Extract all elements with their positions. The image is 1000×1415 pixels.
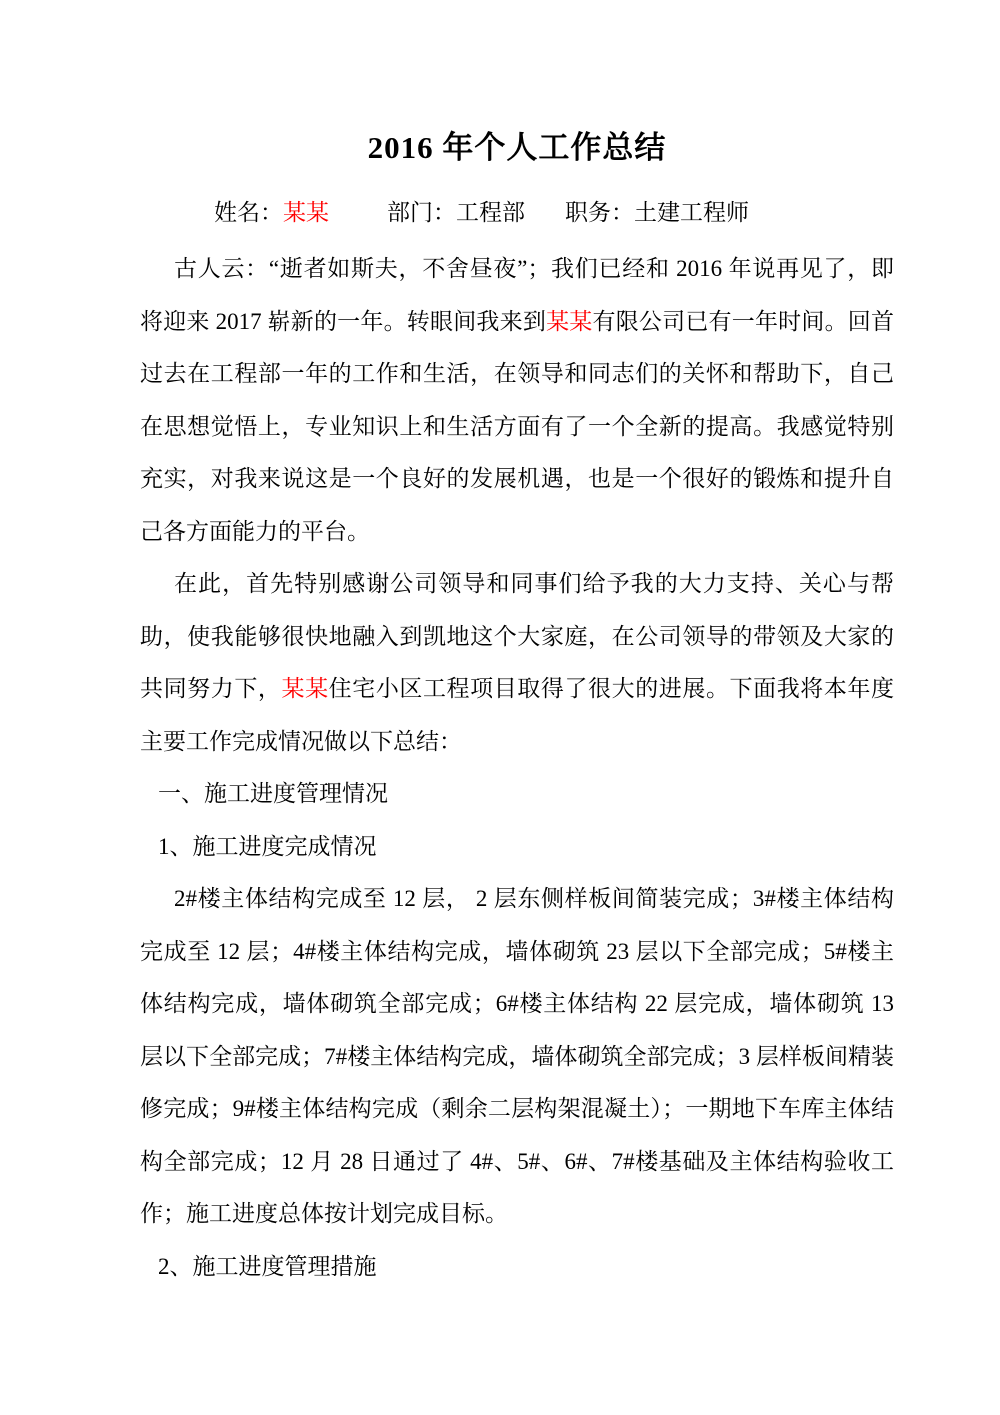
paragraph-progress-details <box>140 873 894 1241</box>
paragraph-thanks <box>140 558 894 768</box>
department-label: 部门： <box>387 200 456 225</box>
body-text: 2#楼主体结构完成至 12 层， 2 层东侧样板间简装完成；3#楼主体结构完成至 12 层；4#楼主体结构完成，墙体砌筑 23 层以下全部完成；5#楼主体结构完成，墙体砌筑全部完成；6#楼主体结构 22 层完成，墙体砌筑 13 层以下全部完成；7#楼主体结构完成，墙体砌筑全部完成；3 层样板间精装修完成；9#楼主体结构完成（剩余二层构架混凝土）；一期地下车库主体结构全部完成；12 月 28 日通过了 4#、5#、6#、7#楼基础及主体结构验收工作；施工进度总体按计划完成目标。 <box>140 886 894 1226</box>
subheading-progress-completion: 1、施工进度完成情况 <box>158 833 377 859</box>
document-body <box>140 243 894 1293</box>
body-text: 有限公司已有一年时间。回首过去在工程部一年的工作和生活，在领导和同志们的关怀和帮助下，自己在思想觉悟上，专业知识上和生活方面有了一个全新的提高。我感觉特别充实，对我来说这是一个良好的发展机遇，也是一个很好的锻炼和提升自己各方面能力的平台。 <box>140 308 895 544</box>
subheading-progress-measures: 2、施工进度管理措施 <box>158 1253 377 1279</box>
meta-spacer <box>525 219 565 220</box>
paragraph-opening <box>140 243 894 558</box>
body-text: 在此，首先特别感谢公司领导和同事们给予我的大力支持、关心与帮助，使我能够很快地融入到凯地这个大家庭，在公司领导的带领及大家的共同努力下， <box>140 571 894 701</box>
job-title-label: 职务： <box>565 200 634 225</box>
job-title-value: 土建工程师 <box>634 200 749 225</box>
name-label: 姓名： <box>214 200 283 225</box>
body-text: 古人云：“逝者如斯夫，不舍昼夜”；我们已经和 2016 年说再见了，即将迎来 2017 崭新的一年。转眼间我来到 <box>140 256 894 334</box>
highlighted-text: 某某 <box>546 308 593 334</box>
department-value: 工程部 <box>456 200 525 225</box>
highlighted-text: 某某 <box>281 676 329 701</box>
body-text: 住宅小区工程项目取得了很大的进展。下面我将本年度主要工作完成情况做以下总结： <box>140 676 895 754</box>
document-title: 2016 年个人工作总结 <box>367 130 667 165</box>
section-heading-progress-management: 一、施工进度管理情况 <box>158 781 388 806</box>
name-value: 某某 <box>283 200 329 225</box>
meta-spacer <box>329 219 387 220</box>
author-info-line <box>140 196 894 230</box>
